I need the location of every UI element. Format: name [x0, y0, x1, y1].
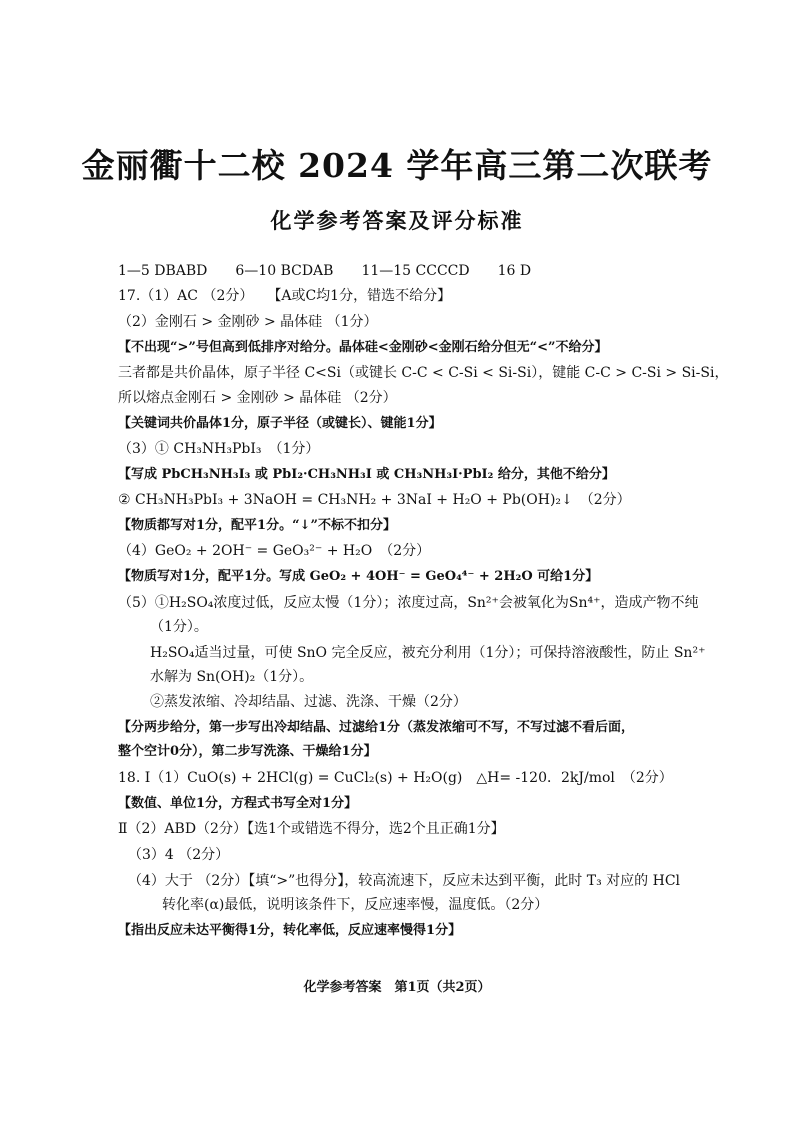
- q17-3-2-answer: ② CH₃NH₃PbI₃ + 3NaOH = CH₃NH₂ + 3NaI + H₂O + Pb(OH)₂↓ （2分）: [118, 492, 631, 508]
- q18-1-note: 【数值、单位1分，方程式书写全对1分】: [118, 796, 358, 811]
- q17-5-2-answer: ②蒸发浓缩、冷却结晶、过滤、洗涤、干燥（2分）: [150, 694, 467, 710]
- q17-5-1-extra-cont: 水解为 Sn(OH)₂（1分）。: [150, 669, 314, 685]
- q18-4-note: 【指出反应未达平衡得1分，转化率低，反应速率慢得1分】: [118, 923, 462, 938]
- q17-3-1-note: 【写成 PbCH₃NH₃I₃ 或 PbI₂·CH₃NH₃I 或 CH₃NH₃I·PbI₂ 给分，其他不给分】: [118, 467, 615, 482]
- q17-3-1-answer: （3）① CH₃NH₃PbI₃ （1分）: [118, 441, 320, 457]
- q17-5-1-extra: H₂SO₄适当过量，可使 SnO 完全反应，被充分利用（1分）；可保持溶液酸性，防止 Sn²⁺: [150, 645, 706, 661]
- q17-2-note: 【不出现“>”号但高到低排序对给分。晶体硅<金刚砂<金刚石给分但无“<”不给分】: [118, 340, 608, 355]
- q18-3-answer: （3）4 （2分）: [128, 847, 230, 863]
- q18-1-answer: 18. Ⅰ（1）CuO(s) + 2HCl(g) = CuCl₂(s) + H₂O(g) △H= -120．2kJ/mol （2分）: [118, 770, 673, 786]
- q17-4-answer: （4）GeO₂ + 2OH⁻ = GeO₃²⁻ + H₂O （2分）: [118, 543, 431, 559]
- q18-4-answer-cont: 转化率(α)最低，说明该条件下，反应速率慢，温度低。（2分）: [162, 897, 549, 913]
- page-title: 金丽衢十二校 2024 学年高三第二次联考: [81, 146, 713, 185]
- q17-2-scoring-note: 【关键词共价晶体1分，原子半径（或键长）、键能1分】: [118, 416, 442, 431]
- q17-4-note: 【物质写对1分，配平1分。写成 GeO₂ + 4OH⁻ = GeO₄⁴⁻ + 2H₂O 可给1分】: [118, 569, 599, 584]
- q17-3-2-note: 【物质都写对1分，配平1分。“↓”不标不扣分】: [118, 518, 396, 533]
- q17-2-conclusion: 所以熔点金刚石 > 金刚砂 > 晶体硅 （2分）: [118, 390, 397, 406]
- q18-4-answer: （4）大于 （2分）【填“>”也得分】，较高流速下，反应未达到平衡，此时 T₃ 对应的 HCl: [128, 873, 681, 889]
- page-footer: 化学参考答案 第1页（共2页）: [303, 980, 491, 995]
- mc-answers: 1—5 DBABD 6—10 BCDAB 11—15 CCCCD 16 D: [118, 263, 532, 279]
- q17-5-1-answer-cont: （1分）。: [150, 619, 208, 635]
- q17-2-explanation: 三者都是共价晶体，原子半径 C<Si（或键长 C-C < C-Si < Si-Si），键能 C-C > C-Si > Si-Si，: [118, 365, 729, 381]
- q17-1-answer: 17.（1）AC （2分） 【A或C均1分，错选不给分】: [118, 288, 452, 304]
- q17-5-1-answer: （5）①H₂SO₄浓度过低，反应太慢（1分）；浓度过高，Sn²⁺会被氧化为Sn⁴⁺，造成产物不纯: [118, 595, 699, 611]
- q17-2-answer: （2）金刚石 > 金刚砂 > 晶体硅 （1分）: [118, 314, 378, 330]
- q17-5-note-cont: 整个空计0分），第二步写洗涤、干燥给1分】: [118, 744, 377, 759]
- q17-5-note: 【分两步给分，第一步写出冷却结晶、过滤给1分（蒸发浓缩可不写，不写过滤不看后面，: [118, 720, 635, 735]
- page-subtitle: 化学参考答案及评分标准: [270, 208, 524, 233]
- q18-2-answer: Ⅱ（2）ABD（2分）【选1个或错选不得分，选2个且正确1分】: [118, 821, 505, 837]
